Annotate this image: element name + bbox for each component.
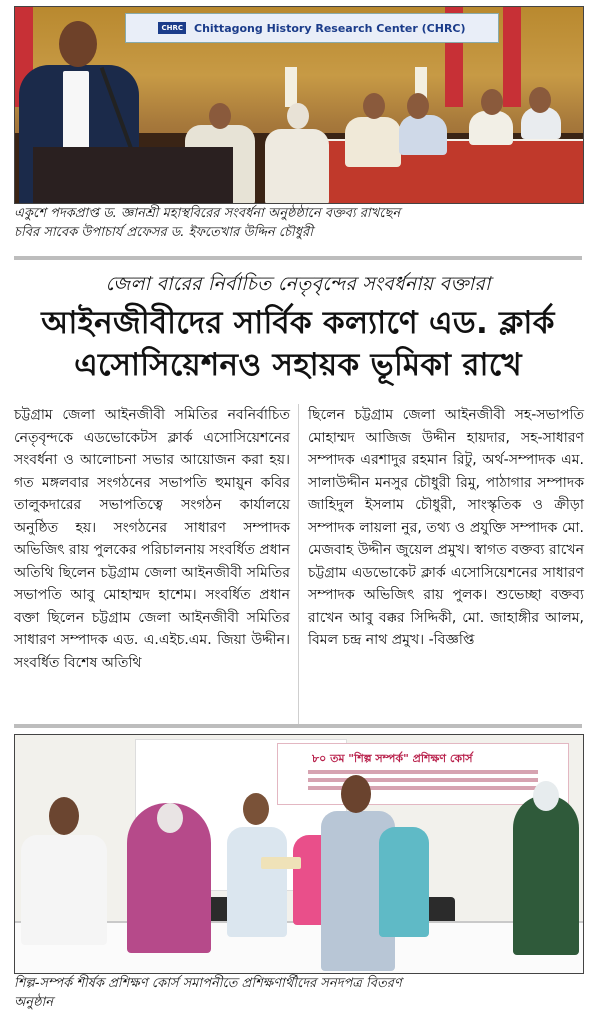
training-banner-title: ৮০ তম "শিল্প সম্পর্ক" প্রশিক্ষণ কোর্স xyxy=(312,752,473,765)
article-kicker: জেলা বারের নির্বাচিত নেতৃবৃন্দের সংবর্ধনায় বক্তারা xyxy=(105,273,491,295)
guest-head xyxy=(209,103,231,129)
guest-head xyxy=(407,93,429,119)
certificate xyxy=(261,857,301,869)
banner-text: Chittagong History Research Center (CHRC) xyxy=(194,21,466,35)
attendee xyxy=(21,835,107,945)
window xyxy=(285,67,297,107)
guest xyxy=(265,129,329,204)
caption-line: চবির সাবেক উপাচার্য প্রফেসর ড. ইফতেখার উদ্দিন চৌধুরী xyxy=(14,225,313,240)
article-column-right: ছিলেন চট্টগ্রাম জেলা আইনজীবী সহ-সভাপতি মোহাম্মদ আজিজ উদ্দীন হায়দার, সহ-সাধারণ সম্পাদক এরশাদুর রহমান রিটু, অর্থ-সম্পাদক এম. সালাউদ্দীন মনসুর চৌধুরী রিমু, পাঠাগার সম্পাদক জাহিদুল ইসলাম চৌধুরী, সাংস্কৃতিক ও ক্রীড়া সম্পাদক লায়লা নুর, তথ্য ও প্রযুক্তি সম্পাদক মো. মেজবাহ উদ্দীন জুয়েল প্রমুখ। স্বাগত বক্তব্য রাখেন চট্টগ্রাম এডভোকেট ক্লার্ক এসোসিয়েশনের সাধারণ সম্পাদক অভিজিৎ রায় পুলক। শুভেচ্ছা বক্তব্য রাখেন আবু বক্কর সিদ্দিকী, মো. জাহাঙ্গীর আলম, বিমল চন্দ্র নাথ প্রমুখ। -বিজ্ঞপ্তি xyxy=(308,407,584,648)
attendee-head xyxy=(49,797,79,835)
top-photo-caption xyxy=(14,204,582,242)
guest xyxy=(345,117,401,167)
attendee xyxy=(227,827,287,937)
speaker-shirt xyxy=(63,71,89,151)
bottom-photo xyxy=(14,734,584,974)
speaker-head xyxy=(59,21,97,67)
article-column-left: চট্টগ্রাম জেলা আইনজীবী সমিতির নবনির্বাচিত নেতৃবৃন্দকে এডভোকেটস ক্লার্ক এসোসিয়েশনের সংবর্ধনা ও আলোচনা সভার আয়োজন করা হয়। গত মঙ্গলবার সংগঠনের সভাপতি হুমায়ুন কবির তালুকদারের সভাপতিত্বে সংগঠন কার্যালয়ে অনুষ্ঠিত হয়। সংগঠনের সাধারণ সম্পাদক অভিজিৎ রায় পুলকের পরিচালনায় সংবর্ধিত প্রধান অতিথি ছিলেন চট্টগ্রাম জেলা আইনজীবী সমিতির সভাপতি আবু মোহাম্মদ হাশেম। সংবর্ধিত প্রধান বক্তা ছিলেন চট্টগ্রাম জেলা আইনজীবী সমিতির সাধারণ সম্পাদক এড. এ.এইচ.এম. জিয়া উদ্দীন। সংবর্ধিত বিশেষ অতিথি xyxy=(14,407,290,671)
training-banner xyxy=(277,743,569,805)
caption-line: একুশে পদকপ্রাপ্ত ড. জ্ঞানশ্রী মহাস্থবিরের সংবর্ধনা অনুষ্ঠষ্ঠানে বক্তব্য রাখছেন xyxy=(14,206,401,221)
guest xyxy=(399,115,447,155)
guest-head xyxy=(363,93,385,119)
chrc-logo: CHRC xyxy=(158,22,186,34)
guest-head xyxy=(481,89,503,115)
section-divider xyxy=(14,256,582,260)
attendee-mask xyxy=(157,803,183,833)
top-photo xyxy=(14,6,584,204)
caption-line: অনুষ্ঠান xyxy=(14,995,54,1010)
guest xyxy=(469,111,513,145)
article-headline xyxy=(14,302,582,386)
attendee xyxy=(379,827,429,937)
attendee-head xyxy=(341,775,371,813)
guest-head xyxy=(529,87,551,113)
red-wall-stripe xyxy=(503,7,521,107)
bottom-photo-caption xyxy=(14,974,582,1012)
guest-head xyxy=(287,103,309,129)
attendee xyxy=(513,795,579,955)
section-divider xyxy=(14,724,582,728)
caption-line: শিল্প-সম্পর্ক শীর্ষক প্রশিক্ষণ কোর্স সমাপনীতে প্রশিক্ষণার্থীদের সনদপত্র বিতরণ xyxy=(14,976,402,991)
stage-banner xyxy=(125,13,499,43)
column-divider xyxy=(298,404,299,724)
banner-text-lines xyxy=(308,770,538,774)
attendee-head xyxy=(243,793,269,825)
headline-line: আইনজীবীদের সার্বিক কল্যাণে এড. ক্লার্ক xyxy=(41,305,555,341)
headline-line: এসোসিয়েশনও সহায়ক ভূমিকা রাখে xyxy=(74,347,522,383)
attendee-mask xyxy=(533,781,559,811)
podium xyxy=(33,147,233,204)
